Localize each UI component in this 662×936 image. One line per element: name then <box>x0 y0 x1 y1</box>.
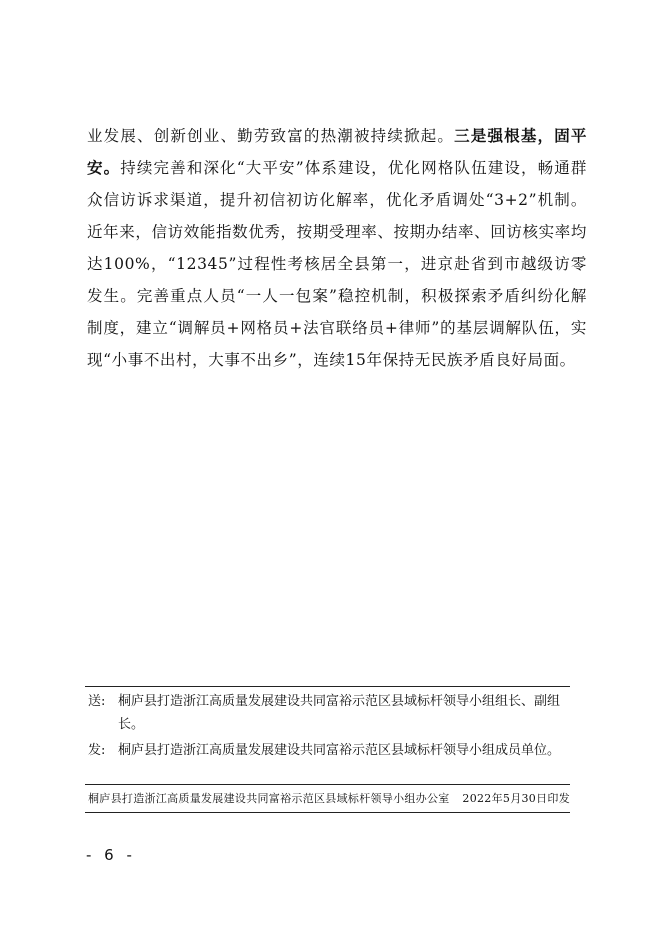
issue-label: 发: <box>88 743 106 758</box>
footer-top-divider <box>85 784 570 785</box>
body-text-part2: 持续完善和深化“大平安”体系建设，优化网格队伍建设，畅通群众信访诉求渠道，提升初信初访化解率，优化矛盾调处“3+2”机制。近年来，信访效能指数优秀，按期受理率、按期办结率、回访核实率均达100%，“12345”过程性考核居全县第一，进京赴省到市越级访零发生。完善重点人员“一人一包案”稳控机制，积极探索矛盾纠纷化解制度，建立“调解员+网格员+法官联络员+律师”的基层调解队伍，实现“小事不出村，大事不出乡”，连续15年保持无民族矛盾良好局面。 <box>87 159 588 369</box>
top-divider <box>85 686 570 687</box>
send-text: 桐庐县打造浙江高质量发展建设共同富裕示范区县域标杆领导小组组长、副组长。 <box>118 694 561 732</box>
footer-bottom-divider <box>85 812 570 813</box>
body-paragraph <box>87 120 587 376</box>
body-text-part1: 业发展、创新创业、勤劳致富的热潮被持续掀起。 <box>87 127 455 145</box>
send-label: 送: <box>88 694 106 709</box>
footer-office: 桐庐县打造浙江高质量发展建设共同富裕示范区县域标杆领导小组办公室 <box>88 792 450 805</box>
footer-date: 2022年5月30日印发 <box>462 792 570 805</box>
section-heading: 三是强根基，固平安。 <box>87 126 587 177</box>
issue-row <box>88 739 570 762</box>
footer-line <box>88 790 570 806</box>
send-row <box>88 690 570 736</box>
distribution-block <box>88 690 570 762</box>
issue-text: 桐庐县打造浙江高质量发展建设共同富裕示范区县域标杆领导小组成员单位。 <box>118 743 561 758</box>
page-number: - 6 - <box>86 846 136 864</box>
